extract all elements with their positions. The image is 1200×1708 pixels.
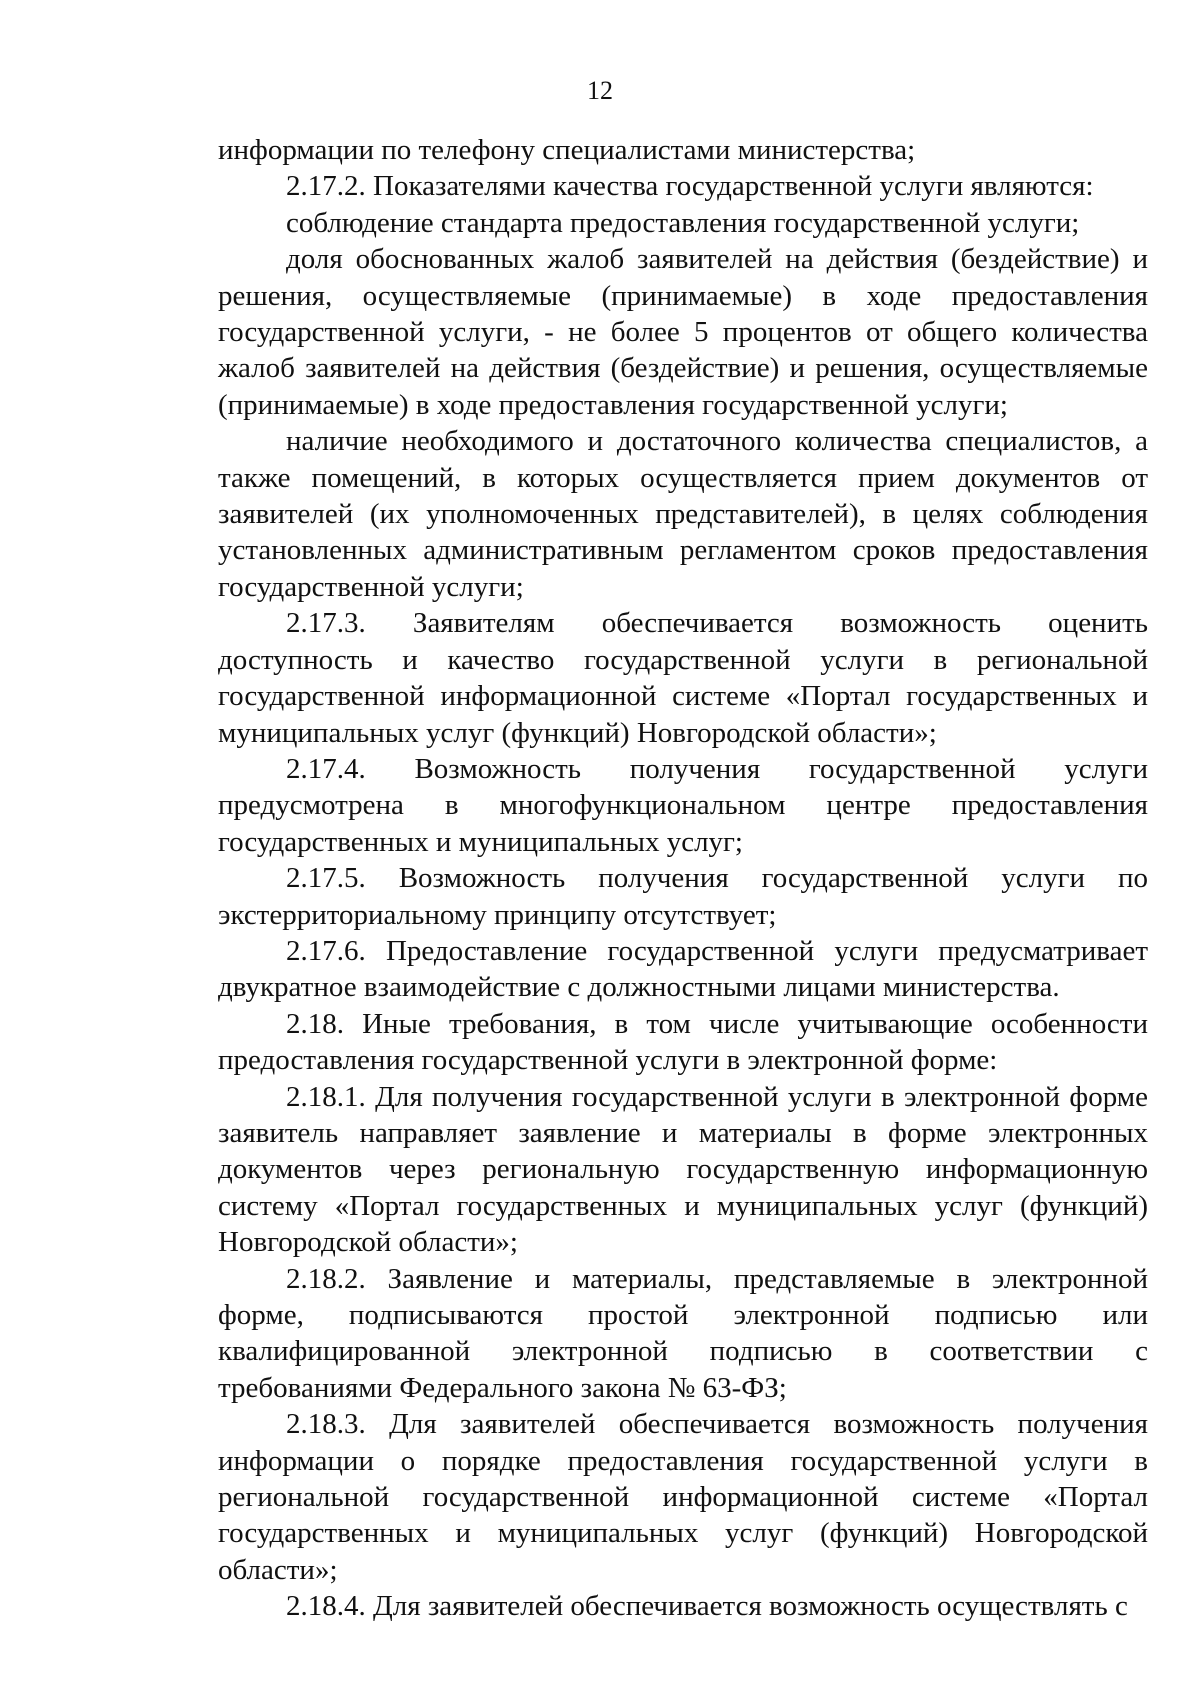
paragraph-2-18-2: 2.18.2. Заявление и материалы, представляемые в электронной форме, подписываются простой электронной подписью или квалифицированной электронной подписью в соответствии с требованиями Федерального закона № 63-ФЗ; [218,1262,1148,1404]
paragraph-2-17-4: 2.17.4. Возможность получения государственной услуги предусмотрена в многофункциональном центре предоставления государственных и муниципальных услуг; [218,752,1148,858]
paragraph-2-18: 2.18. Иные требования, в том числе учитывающие особенности предоставления государственной услуги в электронной форме: [218,1007,1148,1077]
paragraph-2-18-4: 2.18.4. Для заявителей обеспечивается возможность осуществлять с [286,1590,1128,1623]
paragraph-2-18-3: 2.18.3. Для заявителей обеспечивается возможность получения информации о порядке предоставления государственной услуги в региональной государственной информационной системе «Портал государственных и муниципальных услуг (функций) Новгородской области»; [218,1408,1148,1586]
paragraph-2-17-3: 2.17.3. Заявителям обеспечивается возможность оценить доступность и качество государственной услуги в региональной государственной информационной системе «Портал государственных и муниципальных услуг (функций) Новгородской области»; [218,607,1148,749]
page-number: 12 [587,76,613,105]
document-body [218,132,1148,1625]
paragraph-2-17-5: 2.17.5. Возможность получения государственной услуги по экстерриториальному принципу отсутствует; [218,862,1148,931]
paragraph-standard-compliance: соблюдение стандарта предоставления государственной услуги; [286,206,1080,239]
paragraph-continuation: информации по телефону специалистами министерства; [218,134,916,166]
paragraph-2-17-2: 2.17.2. Показателями качества государственной услуги являются: [286,170,1094,203]
paragraph-specialists: наличие необходимого и достаточного количества специалистов, а также помещений, в которых осуществляется прием документов от заявителей (их уполномоченных представителей), в целях соблюдения установленных административным регламентом сроков предоставления государственной услуги; [218,425,1148,603]
paragraph-complaints-share: доля обоснованных жалоб заявителей на действия (бездействие) и решения, осуществляемые (принимаемые) в ходе предоставления государственной услуги, - не более 5 процентов от общего количества жалоб заявителей на действия (бездействие) и решения, осуществляемые (принимаемые) в ходе предоставления государственной услуги; [218,243,1148,421]
paragraph-2-17-6: 2.17.6. Предоставление государственной услуги предусматривает двукратное взаимодействие с должностными лицами министерства. [218,934,1148,1004]
paragraph-2-18-1: 2.18.1. Для получения государственной услуги в электронной форме заявитель направляет заявление и материалы в форме электронных документов через региональную государственную информационную систему «Портал государственных и муниципальных услуг (функций) Новгородской области»; [218,1080,1148,1259]
